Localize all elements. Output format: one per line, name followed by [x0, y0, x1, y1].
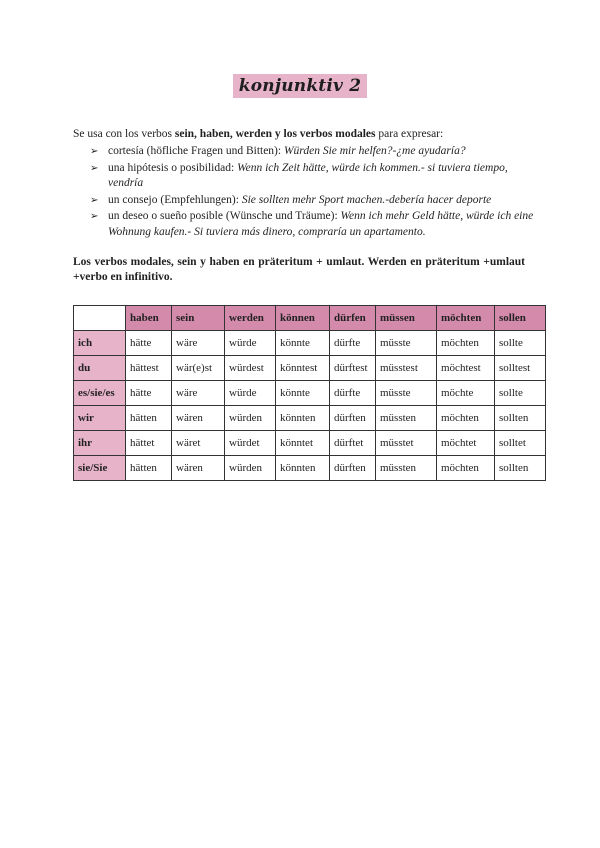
- table-cell: wäret: [172, 431, 225, 456]
- table-cell: solltest: [495, 356, 546, 381]
- intro-prefix: Se usa con los verbos: [73, 128, 175, 140]
- table-cell: könntest: [276, 356, 330, 381]
- rule-paragraph: Los verbos modales, sein y haben en präteritum + umlaut. Werden en präteritum +umlaut +verbo en infinitivo.: [73, 256, 525, 283]
- intro-paragraph: [73, 127, 543, 241]
- column-header: werden: [225, 306, 276, 331]
- use-item: [90, 193, 543, 209]
- table-cell: sollten: [495, 406, 546, 431]
- table-cell: hättet: [126, 431, 172, 456]
- table-cell: möchten: [437, 331, 495, 356]
- column-header: dürfen: [330, 306, 376, 331]
- table-cell: würdet: [225, 431, 276, 456]
- table-cell: sollte: [495, 331, 546, 356]
- table-cell: möchtet: [437, 431, 495, 456]
- arrow-bullet-icon: ➢: [90, 194, 99, 206]
- table-row: [74, 406, 546, 431]
- intro-line: [73, 127, 543, 142]
- column-header: sein: [172, 306, 225, 331]
- row-label: ihr: [74, 431, 126, 456]
- table-row: [74, 456, 546, 481]
- table-cell: solltet: [495, 431, 546, 456]
- arrow-bullet-icon: ➢: [90, 146, 99, 157]
- use-text: una hipótesis o posibilidad:: [108, 161, 238, 174]
- conjugation-table: [73, 305, 546, 481]
- use-item: [90, 161, 543, 192]
- table-cell: würdest: [225, 356, 276, 381]
- table-cell: hätte: [126, 331, 172, 356]
- table-cell: müssten: [376, 406, 437, 431]
- table-cell: könntet: [276, 431, 330, 456]
- uses-list: [73, 144, 543, 240]
- table-cell: würden: [225, 406, 276, 431]
- row-label: du: [74, 356, 126, 381]
- table-cell: wäre: [172, 331, 225, 356]
- table-cell: hätten: [126, 456, 172, 481]
- table-cell: wären: [172, 406, 225, 431]
- table-cell: würde: [225, 381, 276, 406]
- use-text: cortesía (höfliche Fragen und Bitten):: [108, 145, 284, 157]
- row-label: sie/Sie: [74, 456, 126, 481]
- table-cell: könnten: [276, 456, 330, 481]
- table-cell: dürften: [330, 406, 376, 431]
- table-cell: dürfte: [330, 381, 376, 406]
- table-cell: dürfte: [330, 331, 376, 356]
- table-cell: möchte: [437, 381, 495, 406]
- intro-bold: sein, haben, werden y los verbos modales: [174, 128, 376, 140]
- table-cell: müsste: [376, 331, 437, 356]
- table-row: [74, 356, 546, 381]
- table-cell: hätte: [126, 381, 172, 406]
- table-cell: müsstest: [376, 356, 437, 381]
- table-cell: müsste: [376, 381, 437, 406]
- column-header: müssen: [376, 306, 437, 331]
- use-item: [90, 144, 543, 160]
- use-example: Wenn ich Zeit hätte, würde ich kommen.- si tuviera tiempo, vendría: [108, 161, 508, 189]
- use-example: Sie sollten mehr Sport machen.-debería hacer deporte: [241, 193, 492, 206]
- table-cell: müssten: [376, 456, 437, 481]
- table-cell: dürftet: [330, 431, 376, 456]
- table-cell: hätten: [126, 406, 172, 431]
- table-cell: könnten: [276, 406, 330, 431]
- row-label: es/sie/es: [74, 381, 126, 406]
- row-label: ich: [74, 331, 126, 356]
- arrow-bullet-icon: ➢: [90, 162, 99, 174]
- use-text: un deseo o sueño posible (Wünsche und Träume):: [108, 210, 341, 222]
- table-row: [74, 381, 546, 406]
- use-item: [90, 209, 543, 240]
- table-corner-cell: [74, 306, 126, 331]
- table-cell: dürften: [330, 456, 376, 481]
- table-cell: würde: [225, 331, 276, 356]
- intro-suffix: para expresar:: [375, 128, 444, 140]
- page-title: konjunktiv 2: [233, 74, 367, 98]
- title-wrap: [0, 74, 600, 98]
- table-cell: wären: [172, 456, 225, 481]
- table-cell: wär(e)st: [172, 356, 225, 381]
- column-header: haben: [126, 306, 172, 331]
- table-cell: würden: [225, 456, 276, 481]
- table-cell: dürftest: [330, 356, 376, 381]
- table-row: [74, 331, 546, 356]
- table-row: [74, 431, 546, 456]
- table-cell: könnte: [276, 381, 330, 406]
- column-header: können: [276, 306, 330, 331]
- table-cell: sollte: [495, 381, 546, 406]
- table-cell: sollten: [495, 456, 546, 481]
- row-label: wir: [74, 406, 126, 431]
- table-cell: möchtest: [437, 356, 495, 381]
- table-header-row: [74, 306, 546, 331]
- column-header: möchten: [437, 306, 495, 331]
- table-cell: wäre: [172, 381, 225, 406]
- table-cell: hättest: [126, 356, 172, 381]
- table-cell: möchten: [437, 406, 495, 431]
- use-example: Würden Sie mir helfen?-¿me ayudaría?: [283, 145, 466, 157]
- table-cell: möchten: [437, 456, 495, 481]
- arrow-bullet-icon: ➢: [90, 211, 99, 222]
- column-header: sollen: [495, 306, 546, 331]
- use-example: Wenn ich mehr Geld hätte, würde ich eine Wohnung kaufen.- Si tuviera más dinero, compraría un apartamento.: [108, 210, 534, 238]
- use-text: un consejo (Empfehlungen):: [108, 193, 242, 206]
- table-cell: könnte: [276, 331, 330, 356]
- table-cell: müsstet: [376, 431, 437, 456]
